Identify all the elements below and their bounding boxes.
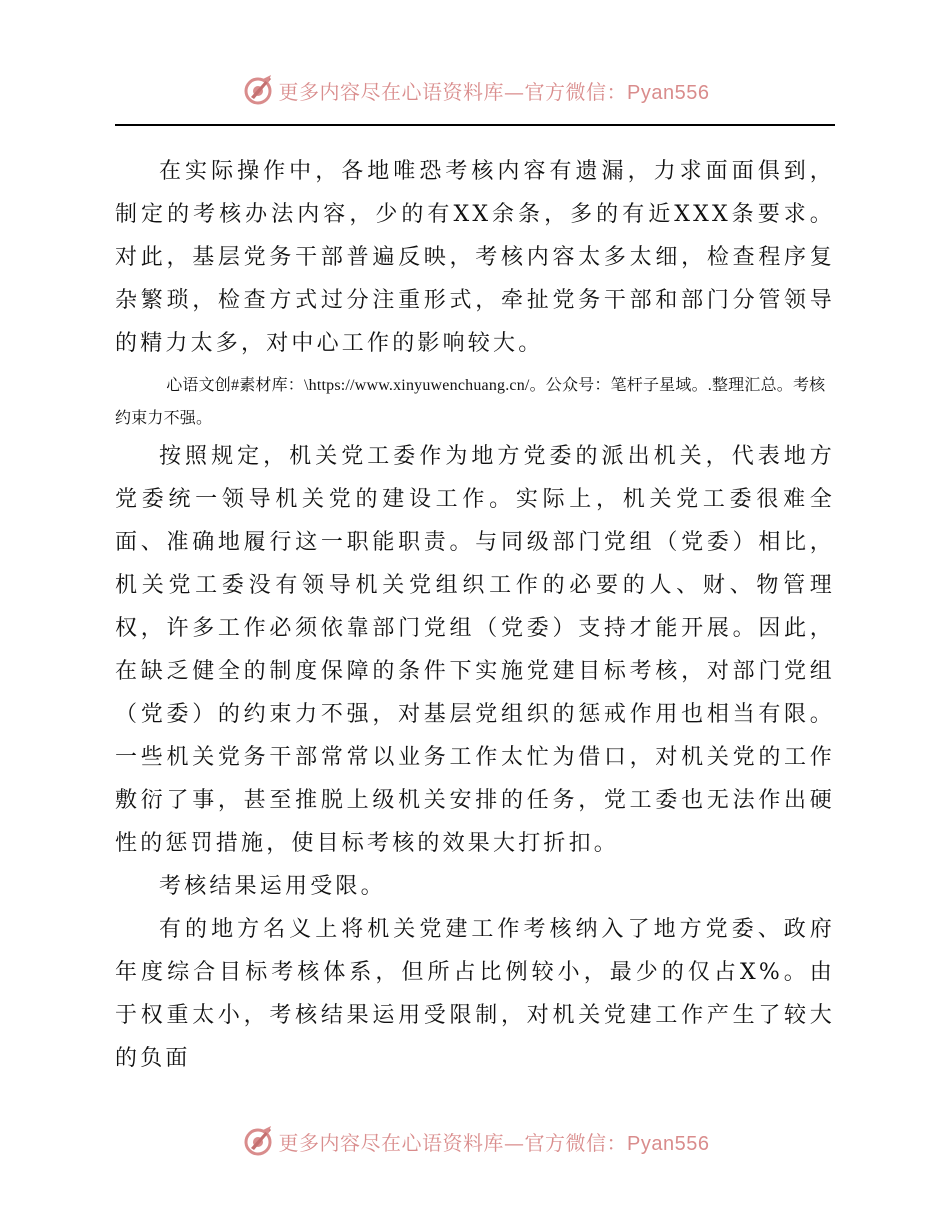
quill-logo-icon (241, 73, 275, 107)
document-body (115, 150, 835, 1080)
paragraph-3: 考核结果运用受限。 (159, 874, 386, 899)
paragraph-2: 按照规定，机关党工委作为地方党委的派出机关，代表地方党委统一领导机关党的建设工作。实际上，机关党工委很难全面、准确地履行这一职能职责。与同级部门党组（党委）相比，机关党工委没有领导机关党组织工作的必要的人、财、物管理权，许多工作必须依靠部门党组（党委）支持才能开展。因此，在缺乏健全的制度保障的条件下实施党建目标考核，对部门党组（党委）的约束力不强，对基层党组织的惩戒作用也相当有限。一些机关党务干部常常以业务工作太忙为借口，对机关党的工作敷衍了事，甚至推脱上级机关安排的任务，党工委也无法作出硬性的惩罚措施，使目标考核的效果大打折扣。 (115, 444, 835, 856)
footer-wechat-id: Pyan556 (627, 1132, 710, 1155)
header-wechat-id: Pyan556 (627, 81, 710, 104)
header-separator: — (504, 79, 525, 104)
quill-logo-icon (241, 1124, 275, 1158)
footer-watermark (0, 1121, 950, 1161)
header-wechat-label: 官方微信： (524, 79, 628, 104)
paragraph-4: 有的地方名义上将机关党建工作考核纳入了地方党委、政府年度综合目标考核体系，但所占比例较小，最少的仅占X%。由于权重太小，考核结果运用受限制，对机关党建工作产生了较大的负面 (115, 917, 835, 1071)
paragraph-1: 在实际操作中，各地唯恐考核内容有遗漏，力求面面俱到，制定的考核办法内容，少的有XX余条，多的有近XXX条要求。对此，基层党务干部普遍反映，考核内容太多太细，检查程序复杂繁琐，检查方式过分注重形式，牵扯党务干部和部门分管领导的精力太多，对中心工作的影响较大。 (115, 159, 835, 356)
footer-watermark-text: 更多内容尽在心语资料库 (278, 1130, 505, 1155)
header-watermark (0, 70, 950, 110)
footer-separator: — (504, 1130, 525, 1155)
header-divider (115, 124, 835, 126)
footer-wechat-label: 官方微信： (524, 1130, 628, 1155)
source-note: 心语文创#素材库：\https://www.xinyuwenchuang.cn/。公众号：笔杆子星域。.整理汇总。考核约束力不强。 (115, 377, 826, 427)
header-watermark-text: 更多内容尽在心语资料库 (278, 79, 505, 104)
